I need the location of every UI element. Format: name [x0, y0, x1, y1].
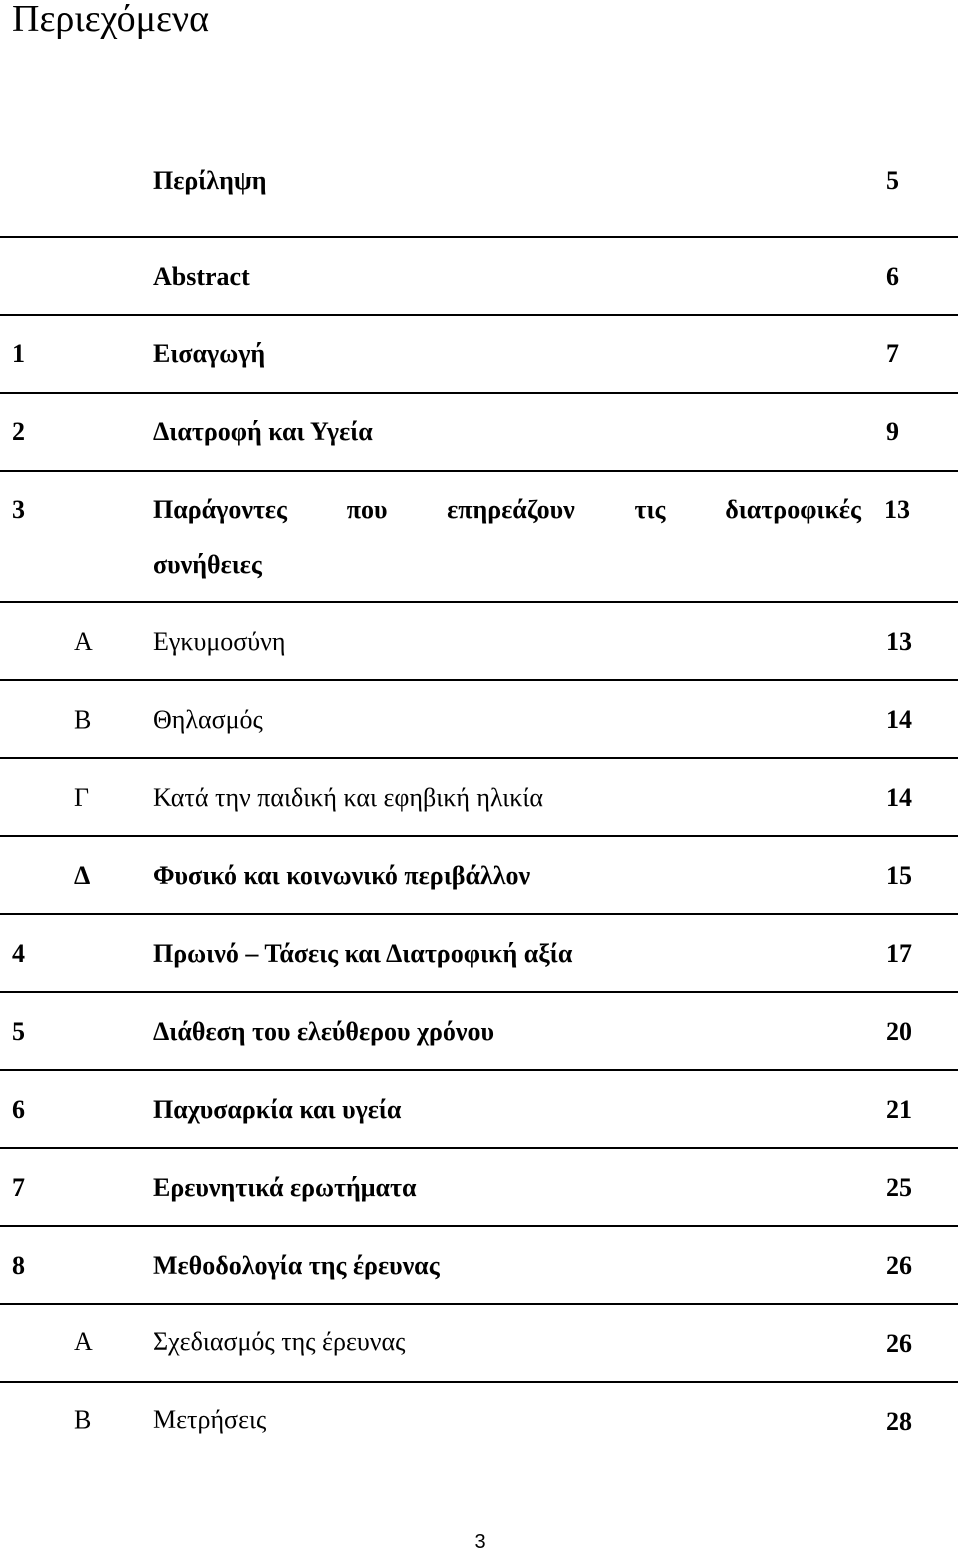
toc-number: 5	[12, 1017, 25, 1046]
toc-row-8a	[0, 1305, 958, 1383]
toc-page: 5	[886, 166, 899, 195]
toc-number: 4	[12, 939, 25, 968]
toc-label: Διατροφή και Υγεία	[153, 417, 373, 446]
toc-row-8	[0, 1227, 958, 1305]
toc-page: 21	[886, 1095, 912, 1124]
toc-row-1	[0, 316, 958, 394]
toc-row-4	[0, 915, 958, 993]
toc-label: Θηλασμός	[153, 705, 263, 734]
toc-page: 25	[886, 1173, 912, 1202]
toc-page: 20	[886, 1017, 912, 1046]
toc-row-2	[0, 394, 958, 472]
toc-number: 3	[12, 495, 25, 524]
toc-row-8b	[0, 1383, 958, 1461]
toc-page: 28	[886, 1407, 912, 1436]
page-number: 3	[474, 1531, 486, 1553]
toc-label-line1: Παράγοντες που επηρεάζουν τις διατροφικές	[153, 495, 861, 524]
toc-label: Πρωινό – Τάσεις και Διατροφική αξία	[153, 939, 573, 968]
page-title: Περιεχόμενα	[12, 0, 209, 40]
toc-number: 2	[12, 417, 25, 446]
toc-number: 7	[12, 1173, 25, 1202]
toc-page: 14	[886, 705, 912, 734]
toc-number: Δ	[74, 861, 91, 890]
toc-number: 1	[12, 339, 25, 368]
toc-row-5	[0, 993, 958, 1071]
toc-row-3	[0, 472, 958, 603]
toc-row-3b	[0, 681, 958, 759]
toc-page: 15	[886, 861, 912, 890]
toc-row-6	[0, 1071, 958, 1149]
toc-number: Γ	[74, 783, 90, 812]
toc-row-summary	[0, 140, 958, 238]
toc-page: 9	[886, 417, 899, 446]
toc-label: Abstract	[153, 262, 250, 291]
toc-label: Εγκυμοσύνη	[153, 627, 286, 656]
toc-label: Εισαγωγή	[153, 339, 266, 368]
toc-number: 6	[12, 1095, 25, 1124]
toc-page: 6	[886, 262, 899, 291]
toc-number: Α	[74, 1327, 93, 1356]
toc-number: Β	[74, 705, 92, 734]
toc-label: Παχυσαρκία και υγεία	[153, 1095, 402, 1124]
toc-page: 13	[884, 495, 910, 524]
toc-label: Ερευνητικά ερωτήματα	[153, 1173, 417, 1202]
toc-label	[153, 482, 861, 592]
toc-row-3c	[0, 759, 958, 837]
toc-label: Κατά την παιδική και εφηβική ηλικία	[153, 783, 544, 812]
toc-page: 13	[886, 627, 912, 656]
toc-row-3d	[0, 837, 958, 915]
toc-label: Μετρήσεις	[153, 1405, 267, 1434]
toc-number: Β	[74, 1405, 92, 1434]
toc-row-abstract	[0, 238, 958, 316]
toc-page: 26	[886, 1251, 912, 1280]
toc-number: 8	[12, 1251, 25, 1280]
toc-page: 26	[886, 1329, 912, 1358]
toc-label: Φυσικό και κοινωνικό περιβάλλον	[153, 861, 531, 890]
table-of-contents	[0, 140, 958, 1461]
toc-label: Μεθοδολογία της έρευνας	[153, 1251, 440, 1280]
toc-row-3a	[0, 603, 958, 681]
toc-label: Περίληψη	[153, 166, 267, 195]
toc-row-7	[0, 1149, 958, 1227]
toc-page: 17	[886, 939, 912, 968]
toc-number: Α	[74, 627, 93, 656]
toc-label-line2: συνήθειες	[153, 550, 262, 579]
toc-label: Σχεδιασμός της έρευνας	[153, 1327, 406, 1356]
toc-page: 7	[886, 339, 899, 368]
toc-label: Διάθεση του ελεύθερου χρόνου	[153, 1017, 495, 1046]
toc-page: 14	[886, 783, 912, 812]
